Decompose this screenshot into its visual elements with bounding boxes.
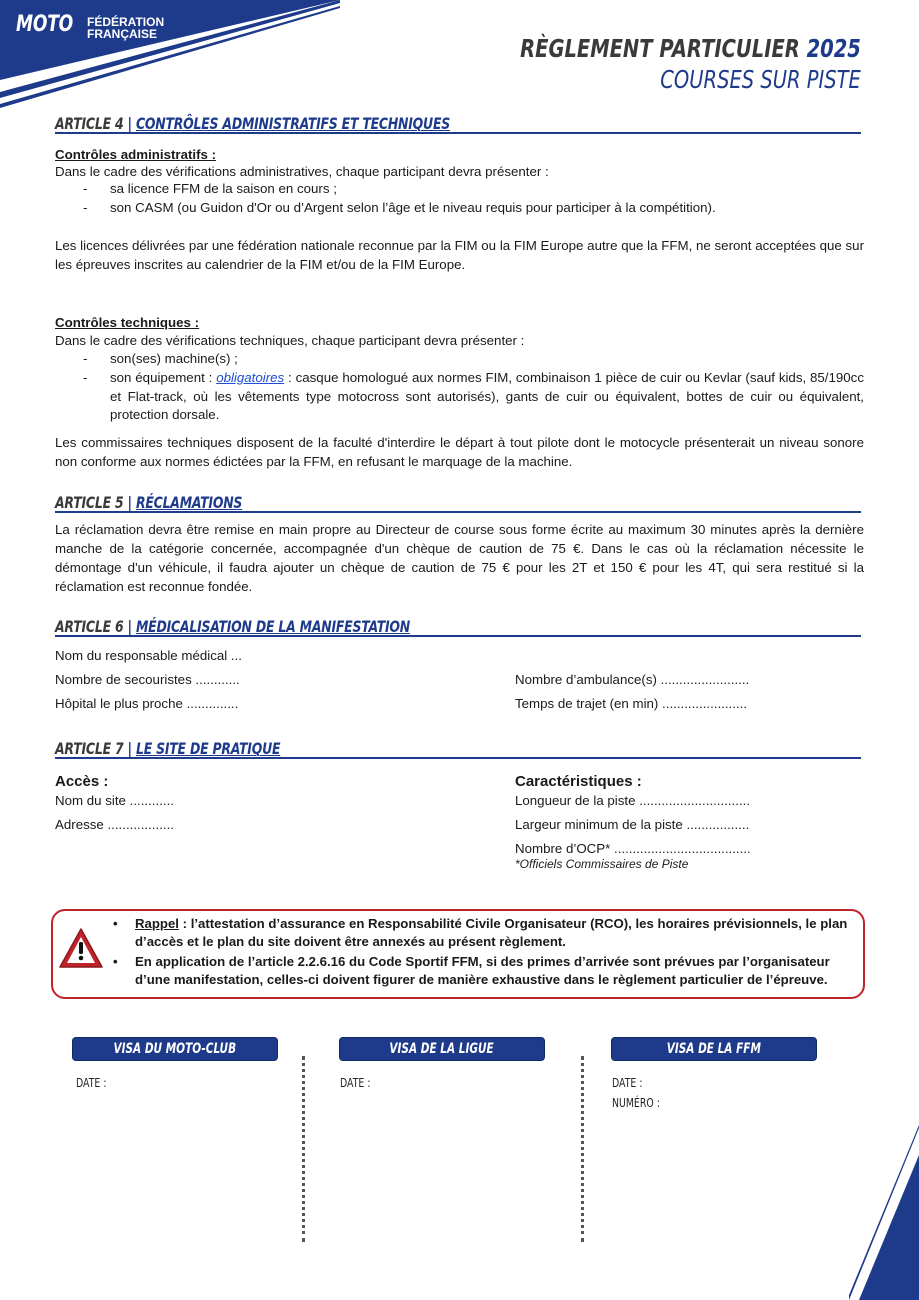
document-title: [424, 34, 861, 94]
article-4-number: ARTICLE 4: [55, 114, 124, 133]
title-year: 2025: [806, 34, 861, 63]
article-6-title: MÉDICALISATION DE LA MANIFESTATION: [135, 617, 411, 636]
article-7-title: LE SITE DE PRATIQUE: [135, 739, 281, 758]
article-4-title: CONTRÔLES ADMINISTRATIFS ET TECHNIQUES: [135, 114, 450, 133]
logo-org: [87, 16, 164, 40]
ligue-date-label: DATE :: [340, 1076, 371, 1090]
rappel-label: Rappel: [135, 916, 179, 931]
secouristes-field[interactable]: Nombre de secouristes ............: [55, 672, 240, 687]
ffm-numero-label: NUMÉRO :: [612, 1096, 660, 1110]
admin-item-casm: son CASM (ou Guidon d'Or ou d’Argent selon l’âge et le niveau requis pour participer à la compétition).: [110, 200, 716, 215]
tech-item-machine: son(ses) machine(s) ;: [110, 351, 238, 366]
visa-ligue: VISA DE LA LIGUE: [340, 1038, 544, 1060]
ffm-date-label: DATE :: [612, 1076, 643, 1090]
caracteristiques-heading: Caractéristiques :: [515, 773, 642, 790]
responsable-medical-field[interactable]: Nom du responsable médical ...: [55, 648, 242, 663]
article-7-heading: ARTICLE 7 | LE SITE DE PRATIQUE: [55, 735, 861, 759]
article-7-number: ARTICLE 7: [55, 739, 124, 758]
visa-divider: [581, 1056, 584, 1242]
bullet-dash: -: [83, 200, 88, 215]
admin-heading: Contrôles administratifs :: [55, 147, 217, 162]
title-main: RÈGLEMENT PARTICULIER 2025: [520, 34, 861, 63]
logo-org-line1: FÉDÉRATION: [87, 15, 165, 29]
acces-heading: Accès :: [55, 773, 109, 790]
visa-ffm: VISA DE LA FFM: [612, 1038, 816, 1060]
bullet-dash: -: [83, 181, 88, 196]
tech-intro: Dans le cadre des vérifications techniques, chaque participant devra présenter :: [55, 333, 525, 348]
trajet-field[interactable]: Temps de trajet (en min) .......................: [515, 696, 748, 711]
visa-moto-club: VISA DU MOTO-CLUB: [73, 1038, 277, 1060]
article-5-number: ARTICLE 5: [55, 493, 124, 512]
obligatoires-link[interactable]: obligatoires: [216, 370, 285, 385]
title-sub: COURSES SUR PISTE: [660, 65, 861, 94]
warning-list: [113, 915, 853, 991]
bullet-dash: -: [83, 370, 88, 385]
admin-intro: Dans le cadre des vérifications administratives, chaque participant devra présenter :: [55, 164, 549, 179]
reclamations-paragraph: La réclamation devra être remise en main propre au Directeur de course sous forme écrite au maximum 30 minutes après la dernière manche de la catégorie concernée, accompagnée d'un chèque de caution de 75 €. Dans le cas où la réclamation nécessite le démontage d'un véhicule, il faudra ajouter un chèque de caution de 75 € pour les 2T et 150 € pour les 4T, qui sera restitué si la réclamation est reconnue fondée.: [55, 522, 864, 594]
article-5-title: RÉCLAMATIONS: [135, 493, 243, 512]
ambulances-field[interactable]: Nombre d’ambulance(s) ........................: [515, 672, 750, 687]
club-date-label: DATE :: [76, 1076, 107, 1090]
hopital-field[interactable]: Hôpital le plus proche ..............: [55, 696, 239, 711]
bullet-dash: -: [83, 351, 88, 366]
article-4-heading: ARTICLE 4 | CONTRÔLES ADMINISTRATIFS ET TECHNIQUES: [55, 110, 861, 134]
adresse-field[interactable]: Adresse ..................: [55, 817, 174, 832]
tech-item-equipement: son équipement : obligatoires : casque homologué aux normes FIM, combinaison 1 pièce de cuir ou Kevlar (sauf kids, 85/190cc et Flat-track, où les vêtements type motocross sont autorisés), gants de cuir ou équivalent, bottes de cuir ou équivalent, protection dorsale.: [110, 370, 864, 422]
longueur-field[interactable]: Longueur de la piste ..............................: [515, 793, 751, 808]
logo-org-line2: FRANÇAISE: [87, 27, 158, 41]
warning-item-application: • En application de l’article 2.2.6.16 du Code Sportif FFM, si des primes d’arrivée sont prévues par l’organisateur d’une manifestation, celles-ci doivent figurer de manière exhaustive dans le règlement particulier de l’épreuve.: [113, 954, 830, 987]
tech-heading: Contrôles techniques :: [55, 315, 200, 330]
admin-item-licence: sa licence FFM de la saison en cours ;: [110, 181, 337, 196]
licences-paragraph: Les licences délivrées par une fédération nationale reconnue par la FIM ou la FIM Europe autre que la FFM, ne seront acceptées que sur les épreuves inscrites au calendrier de la FIM et/ou de la FIM Europe.: [55, 238, 864, 272]
article-5-heading: ARTICLE 5 | RÉCLAMATIONS: [55, 489, 861, 513]
largeur-field[interactable]: Largeur minimum de la piste .................: [515, 817, 750, 832]
logo-moto: MOTO: [16, 12, 74, 37]
commissaires-paragraph: Les commissaires techniques disposent de la faculté d'interdire le départ à tout pilote dont le motocycle présenterait un niveau sonore non conforme aux normes édictées par la FFM, en refusant le marquage de la machine.: [55, 435, 864, 469]
warning-item-rappel: • Rappel : l’attestation d’assurance en Responsabilité Civile Organisateur (RCO), les horaires prévisionnels, le plan d’accès et le plan du site doivent être annexés au présent règlement.: [113, 916, 848, 949]
footer-swoosh: [849, 1125, 919, 1300]
nom-site-field[interactable]: Nom du site ............: [55, 793, 174, 808]
article-6-heading: ARTICLE 6 | MÉDICALISATION DE LA MANIFESTATION: [55, 613, 861, 637]
ocp-field[interactable]: Nombre d’OCP* .....................................: [515, 841, 751, 856]
article-6-number: ARTICLE 6: [55, 617, 124, 636]
warning-icon: [58, 927, 104, 969]
warning-box: [51, 909, 865, 999]
ocp-note: *Officiels Commissaires de Piste: [515, 857, 689, 871]
visa-divider: [302, 1056, 305, 1242]
